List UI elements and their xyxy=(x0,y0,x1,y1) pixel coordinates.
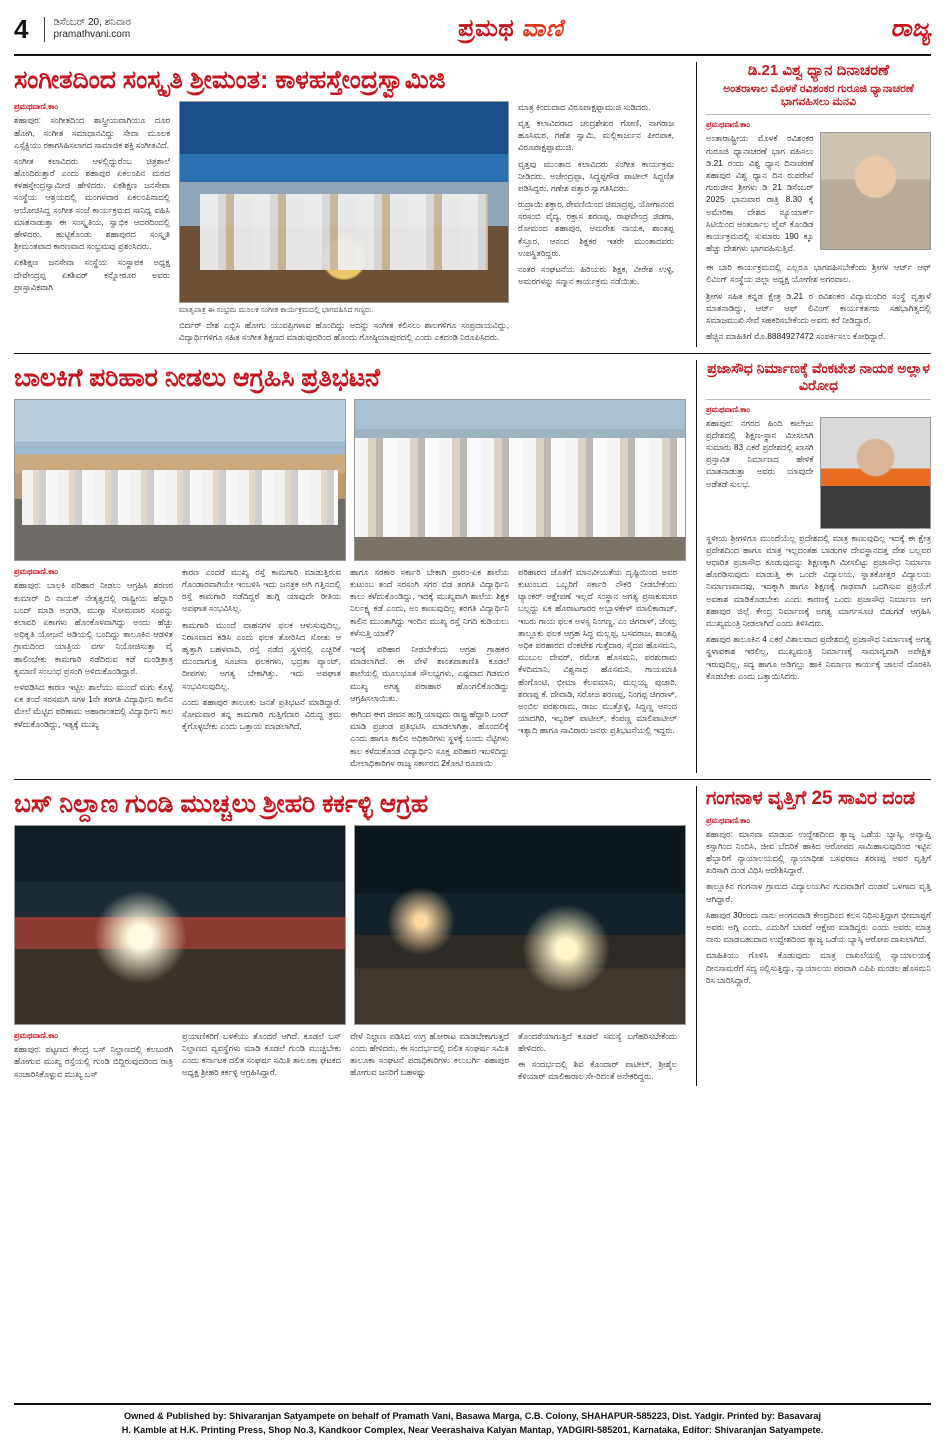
paragraph: ಸ್ಥಳೀಯ ಶ್ರೀಗಳಿಗೂ ಮುಂದೆಯೆಲ್ಲ ಪ್ರದೇಶದಲ್ಲಿ ಮಾತ್ರ ಕಾಣುವುದಿಲ್ಲ ಇದಕ್ಕೆ ಈ ಕ್ಷೇತ್ರ ಪ್ರದೇಶದಿಂದ ಹಾಗೂ ಮಾತ್ರ ಇಲ್ಲದಂತಹ ಬಾಡುಗಳ ದೇವಸ್ಥಾನದತ್ತ ದೇಶ ಬಲ್ಲವರ ಆಧಾರಿತ ಪ್ರಜಾಸೌಧ ಕೂಡುವುದನ್ನು ಶಿಕ್ಷಣಕ್ಕಾಗಿ ಮೀಸಲಿಟ್ಟು ಪ್ರಜಾಸೌಧ ನಿರ್ಮಾಣ ಹೊರಡಿಸುವುದು ಮಾಡುತ್ತಿ ಈ ಒಂದೇ ವಿದ್ಯಾಲಯ, ಸ್ನಾತಕೋತ್ತರ ವಿದ್ಯಾಲಯ ನಿರ್ಮಾಣವಾದವು, ಇದಕ್ಕಾಗಿ ಹಾಗೂ ಶಿಕ್ಷಣಕ್ಕೆ ಗಾಢವಾಗಿ ಒದಗಿಸುವ ಪ್ರಕ್ರಿಯೆಗೆ ಅವಕಾಶ ಮಾಡಿಕೊಡಬೇಕು ಎಂದು ಕಾರಣಕ್ಕೆ ಒಂದು ಪ್ರಜಾಸೌಧ ನಿರ್ಮಾಣ ಆಗ ಶಹಾಪುರ ಜಿಲ್ಲೆ ಕೇಂದ್ರ ನಿರ್ಮಾಣಕ್ಕೆ ಅಗತ್ಯ ಮಾರ್ಗಸೂಚಿ ಬಿಡುಗಡೆ ಆಗ್ರಹಿಸಿ ಮುಖ್ಯಮಂತ್ರಿ ನೀಡಲಾಗಿದೆ ಎಂದು ತಿಳಿಸಿದರು. xyxy=(706,532,931,629)
paragraph: ಏಕಶಿಕ್ಷಣ ಜನಸೇವಾ ಸಂಸ್ಥೆಯ ಸಂಸ್ಥಾಪಕ ಅಧ್ಯಕ್ಷ ದೇವೇಂದ್ರಪ್ಪ ಏಕಶಿವರ್ ಕನ್ನೋರೂರ ಅವರು ಪ್ರಾಸ್ತಾವಿಕವಾಗಿ xyxy=(14,257,170,292)
paragraph: ಪ್ರಯಾಣಿಕರಿಗೆ ಬಳಕೆಯು ತೊಂದರೆ ಆಗಿದೆ. ಕೂಡಲೆ ಬಸ್ ನಿಲ್ದಾಣದ ವ್ಯವಸ್ಥೆಗಳು ಮಾಡಿ ಕೂಡಲೆ ಗುಂಡಿ ಮುಚ್ಚಬೇಕು ಎಂದು ಕರ್ನಾಟಕ ದಲಿತ ಸಂಘರ್ಷ ಸಮಿತಿ ತಾಲೂಕಾ ಘಟಕದ ಅಧ್ಯಕ್ಷ ಶ್ರೀಹರಿ ಕರ್ಕಳ್ಳಿ ಆಗ್ರಹಿಸಿದ್ದಾರೆ. xyxy=(182,1030,341,1078)
masthead-left xyxy=(14,16,131,42)
paragraph: ಶಹಾಪುರ: ಬಾಲಕಿ ಪರಿಹಾರ ನೀಡಲು ಆಗ್ರಹಿಸಿ ಶರಣರ ಕುಮಾರ್ ದಿ ನಾಯಕ್ ನೇತೃತ್ವದಲ್ಲಿ ರಾಷ್ಟ್ರೀಯ ಹೆದ್ದಾರಿ ಬಂದ್ ಮಾಡಿ ಅಂಗಡಿ, ಮುಗ್ಗಾ ಸೋಮವಾರ ಸಂಪನ್ನು ಕಲಾವರಿ ಏಕಾಗಳು ಹೊಂಕೊಳವಾಗಿದ್ದು ಅಂದು ಹೆಚ್ಚು ಅಧಿಕೃತಿ ಯೋಜನೆ ಅಡಿಯಲ್ಲಿ ಬಂದಿದ್ದು ತಾಲೂಕಿನ ಆಡಳಿತ ಗ್ರಾಮದಿಂದ ಯಾತ್ರಿಯ ವರ್ಗ ನಿಯೋಜಿಸುತ್ತಾ ವೈ ಹಾಲಿಂಬೇಕು ಕಾಮಗಾರಿ ನಡೆದಿರುವ ಕಡೆ ಮಂಡಿತ್ರಾತ್ರ ಕೃಮಾಣಿ ಸಂಬಂಧ ಪ್ರಸಂಗಿ ಅಳಿದುಕೊಂಡಿದ್ದಾರೆ. xyxy=(14,580,173,676)
section-main-story xyxy=(14,62,931,347)
paragraph: ಅಳವಡಿಸಿದ ಕಾರಣ ಇಟ್ಟಿಲ ಶಾಲೆಯು ಮುಂದೆ ಮಗು ಕೊಳ್ಳೆ ಏಕ ತಂದೆ ಸರಸಮಗಿ ಸಗಳ 1ನೇ ತರಗತಿ ವಿದ್ಯಾರ್ಥಿನಿ ಕಾಲಿನ ಮೇಲೆ ಮೆಟ್ಟಿದ ಪರಿಣಾಮ ಅಹಾರಾಂತದಲ್ಲಿ ವಿದ್ಯಾರ್ಥಿನಿ ಕಾಲ ಕಳೆದುಕೊಂಡಿದ್ದು, ಇತ್ಯಕ್ಕೆ ಮುಖ್ಯ xyxy=(14,681,173,729)
road-protest-photo xyxy=(14,399,346,561)
stage-felicitation-photo xyxy=(179,101,509,303)
main-story-body xyxy=(14,101,686,347)
protest-col1 xyxy=(14,566,173,773)
busstand-col4 xyxy=(518,1030,677,1087)
paragraph: ಪರಿಹಾರದ ಜೊತೆಗೆ ಮಾನವೀಯತೆಯ ದೃಷ್ಟಿಯಿಂದ ಅವರ ಕುಟುಂಬದ ಒಬ್ಬರಿಗೆ ಸರ್ಕಾರಿ ನೌಕರಿ ನೀಡಬೇಕೆಂದು ಟ್ಯಾಂಕರ್ ಆಕ್ಷೇಪಣೆ ಇಲ್ಲದೆ ಸಂಸ್ಥಾನ ಅಗತ್ಯ ಪ್ರಸಾಕುಮಾರ ಬಲ್ಲದ್ದು ಏಕ ಹೊರಾಟಗಾರರ ಅಬ್ಬಾಳಕೇಳ್ ಮಾಲಿಕಾರಾಜ್, ಇಬರು ಗಾಯ ಫಲಕ ಅಳಸ್ಸ ನಿಂಗಣ್ಣ, ಎಂ ಚಿಗರಾಳ್, ಜೆಂಮ್ರ ತಾಲ್ಲೂಕು ಫಲಕ ಆಗ್ರಹ ಸಿದ್ಧ ಮಲ್ಲಪ್ಪ, ಬಸವರಾಜ, ಶಾಂತಪ್ಪಿ ಅಧಿಕ ಪರಹಾರದ ವೆಂಕಟೇಶ ಗುತ್ತೆದಾರ, ಸೈದಪ ಹೊಸಮನಿ, ಮುಬುಲ ದೇವರ್, ರಮೇಶ ಹೊಸಮನಿ, ಪರಶುರಾಮ ಕೆಳದಿಮಾನಿ, ವಿಶ್ವನಾಥ ಹೊಸಮನಿ, ಗಾಯಮಾತಿ ಹೆಂಗೊಂಟಿ, ಭೀಮಾ ಕೆಲವಮಾನಿ, ಮಲ್ಲಯ್ಯ ಪುಜಾರಿ, ಶರಣಪ್ಪ ಕೆ. ದೇವಾಡಿ, ಸರೋಜ ಶರಣಪ್ಪ, ನಿಂಗಪ್ಪ ಚಿಗರಾಳ್, ಅಂಬಿಲ ಪರಶುರಾಮ, ರಾಜು ಮುತ್ತೊಳ್ಳಿ, ಸಿದ್ದಣ್ಣ ಆನಂದ ಯಾದಗಿರಿ, ಇಬ್ಬರಿಕ್ ಪಾಟೀಲ್, ಕೆಂಪಣ್ಣ ಮಾಲಿಪಾಟೀಲ್ ಇತ್ಯಾದಿ ಹಾಗೂ ಸಾವಿರಾರು ಜನರು ಪ್ರತಿಭಟನೆಯಲ್ಲಿ ಇದ್ದರು. xyxy=(518,566,677,736)
sidebar-fine-story xyxy=(696,786,931,1087)
section-protest-story xyxy=(14,360,931,773)
main-story-col3 xyxy=(518,101,674,347)
paragraph: ಬಿರ್ದರ್ ದೇಶ ಎಬ್ಬಿಸಿ ಹೋಗು ಯುವಪ್ರಿಗಳಾವ ಹೊಂದಿದ್ದು ಅದನ್ನು ಸಂಗೀತ ಕಲಿಸಲು ಶಾಲಗಳಿಗೂ ಸಂಪ್ರದಾಯವಿದ್ದು, ವಿದ್ಯಾರ್ಥಿಗಳಿಗೂ ಸಹಿತ ಸಂಗೀತ ಶಿಕ್ಷಣದ ಮಾಡುವುದರಿಂದ ಹೊಂದು ಗೋಷ್ಠಿಯಾಪುರದಲ್ಲಿ ಎಂದು ಎಕದಂಡಿ ನಿರೂಪಿಸಿದರು. xyxy=(179,319,509,342)
paragraph: ವೃತ್ತ ಕಲಾವಿದರಾದ ಚಂದ್ರಶೇಖರ ಗೋಣಿ, ನಾಗರಾಜ ಹೂಸಿಮಠ, ಗಣೆಶ ಸ್ವಾಮಿ, ಮಲ್ಲಿಕಾರ್ಜುನ ಪೀರಪಾಕ, ವಿರೂಪಾಕ್ಷಪ್ಪಾಮುಜಿ. xyxy=(518,117,674,153)
paragraph: ಶಹಾಪುರ: ಪಟ್ಟಣದ ಕೇಂದ್ರ ಬಸ್ ನಿಲ್ದಾಣದಲ್ಲಿ ಕಲಬುರಗಿ ಹೋಗುವ ಮುಖ್ಯ ರಸ್ತೆಯಲ್ಲಿ ಗುಂಡಿ ಬಿದ್ದಿರುವುದರಿಂದ ರಾತ್ರಿ ಸಂಚಾರಿಸಿಕೊಳ್ಳುವ ಮುಖ್ಯ ಬಸ್ xyxy=(14,1044,173,1079)
paragraph: ಇದಕ್ಕೆ ಪರಿಹಾರ ನೀಡಬೇಕೆಂದು ಆಗ್ರಹ ಗ್ರಾಹಕರ ಮಾಡಲಾಗಿದೆ. ಈ ವೇಳೆ ಶಾಂತಪಾತಾಣಿತಿ ಕೂಡಲೆ ಶಾಲೆಯಲ್ಲಿ ಮೂಲಭೂತ ಸೌಲಭ್ಯಗಳು, ಎಷ್ಟವಾದ ಗಿಡಮರ ಮುಖ್ಯ ಅಗತ್ಯ ಪರಾಹಾರ ಹೊಂಗಲಿಕೊಂಡಿದ್ದು ಆಗ್ರಹಿಸಲಾಯಿತು. xyxy=(350,644,509,703)
paragraph: ತಾಲ್ಲೂಕಿನ ಗಂಗನಾಳ ಗ್ರಾಮದ ವಿದ್ಯಾಲಯಗಿನ ಗುದವಾಡಿಗೆ ದಂಡವೆ ಒಳಗಾದ ವೃತ್ತಿ ಆಗಿದ್ದಾರೆ. xyxy=(706,881,931,904)
main-story-col2 xyxy=(179,101,509,347)
night-bus-stand-photo xyxy=(14,825,346,1025)
main-story-column xyxy=(14,62,686,347)
paragraph: ವೃತ್ತವು ಮುಂತಾದ ಕಲಾವಿದರು ಸಂಗೀತ ಕಾರ್ಯಕ್ರಮ ನೀಡಿದರು. ಅಜೇಂದ್ರಪ್ಪಾ, ಸಿದ್ದಪ್ಪಗೌಡ ಪಾಟೀಲ್ ಸಿದ್ದಣಿತ ಪಡಿಸಿದ್ದರು. ಗಣೇಶ ಪತ್ತಾರ ಸ್ವಾಗತಿಸಿದರು. xyxy=(518,158,674,193)
main-story-headline: ಸಂಗೀತದಿಂದ ಸಂಸ್ಕೃತಿ ಶ್ರೀಮಂತ: ಕಾಳಹಸ್ತೇಂದ್ರಸ್ವಾಮಿಜಿ xyxy=(14,66,446,94)
busstand-story-body xyxy=(14,1030,686,1087)
protest-photos xyxy=(14,399,686,561)
paragraph: ತೊಂದರೆಯಾಗುತ್ತಿದೆ ಕೂಡಲೆ ಸಮಸ್ಯೆ ಬಗೆಹರಿಸಬೇಕೆಂದು ಹೇಳಿದರು. xyxy=(518,1030,677,1053)
section-label: ರಾಜ್ಯ xyxy=(890,15,931,42)
photo-caption: ಮಾತೃಪಾತ್ರ ಈ ಸಂಭ್ರಮ ಮೂಲಕ ಸಂಗೀತ ಕಾರ್ಯಕ್ರಮದಲ್ಲಿ ಭಾಗವಹಿಸಿದ ಗಣ್ಯರು. xyxy=(179,304,374,314)
protest-col3 xyxy=(350,566,509,773)
imprint-footer xyxy=(14,1403,931,1438)
protest-col2 xyxy=(182,566,341,773)
memorandum-handover-photo xyxy=(354,399,686,561)
byline: ಪ್ರಮಥವಾಣಿ.ಕಾಂ xyxy=(14,1030,59,1040)
night-road-potholes-photo xyxy=(354,825,686,1025)
busstand-photos xyxy=(14,825,686,1025)
paragraph: ಅಂತಾರಾಷ್ಟ್ರೀಯ ಮೊಳಕೆ ರವಿಶಂಕರ ಗುರೂಜಿ ಧ್ಯಾನಾಚರಣೆ ಭಾಗ ವಹಿಸಲು ಡಿ.21 ರಂದು ವಿಶ್ವ ಧ್ಯಾನ ದಿನಾಚರಣೆ ಶಹಾಪುರ ವಿಶ್ವ ಧ್ಯಾನ ದಿನ ರುಪರೇಖೆ ಗುರುಜೀನ ಶ್ರೀಗಳು ಡಿ 21 ಡಿಸೆಂಬರ್ 2025 ಭಾನುವಾರ ರಾತ್ರಿ 8.30 ಕ್ಕೆ ಅಮೇರಿಕಾ ದೇಶದ ನ್ಯೂಯಾರ್ಕ್ ಸಿಟಿಯಿಂದ ಅಂತರ್ಜಾಲ ಲೈವ್ ಕೊಂಡಿಡ ಕಾರ್ಯಕ್ರಮದಲ್ಲಿ ಸುಮಾರು 190 ಕ್ಕೂ ಹೆಚ್ಚು ದೇಶಗಳು ಭಾಗವಹಿಸುತ್ತಿವೆ. xyxy=(706,133,814,254)
byline: ಪ್ರಮಥವಾಣಿ.ಕಾಂ xyxy=(706,404,751,414)
masthead-title-part1: ಪ್ರಮಥ xyxy=(458,15,515,42)
protest-story-column xyxy=(14,360,686,773)
paragraph: ಶಹಾಪುರ ತಾಲೂಕಿನ 4 ಎಕರೆ ವಿಶಾಲವಾದ ಪ್ರದೇಶದಲ್ಲಿ ಪ್ರಜಾಸೌಧ ನಿರ್ಮಾಣಕ್ಕೆ ಅಗತ್ಯ ಸ್ಥಳಾವಕಾಶ ಇರಲಿಲ್ಲ, ಮುಖ್ಯಮಂತ್ರಿ ನಿರ್ಮಾಣಕ್ಕೆ ಸಾಮಾನ್ಯವಾಗಿ ಅಪೇಕ್ಷಿತ ಇರುವುದಿಲ್ಲ, ಸದ್ಯ ಹಾಗೂ ಅಡಿಗಲ್ಲು ಹಾಕಿ ನಿರ್ಮಾಣ ಕಾರ್ಯಕ್ಕೆ ಚಾಲನೆ ದೊರಕಿಸಿ ಕೊಡಬೇಕು ಎಂದು ಒತ್ತಾಯಿಸಿದರು. xyxy=(706,634,931,681)
busstand-story-column xyxy=(14,786,686,1087)
busstand-col3 xyxy=(350,1030,509,1087)
paragraph: ರುದ್ರಾಯಿ ಶಕ್ತಾರ, ರೇವಣಿಯಿಂದ ಜಿಮಾದ್ರಪ್ಪ, ಯೋಗಾನಂದ ಸರಸಂಬಿ ವೈದ್ಯ, ರಕ್ತಾಸ ಶರಣಪ್ಪ, ರಾಘವೇಂದ್ರ ಜಿಡಗಾ, ರೋಮಂದ ಶಹಾಪುರ, ಅಮರೇಶ ನಾಯಕ, ಶಾಂತಪ್ಪ ಕೆಸ್ತೂರ, ಆನಂದ ಶಿಕ್ಷಕರ ಇತರೇ ಮುಂತಾದವರು ಉಪಸ್ಥಿತರಿದ್ದರು. xyxy=(518,199,674,258)
paragraph: ಸಿಹಾಪುರ 30ರಂದು ನಾನು ಅಂಗನವಾಡಿ ಕೇಂದ್ರದಿಂದ ಕಲಸ ನಿಧಿಸುತ್ತಿದ್ದಾಗ ಭೀಮಾಪ್ಪಗೆ ಅವರು ಅಗ್ಗಿ ಎಂದು, ಎದುರಿಗೆ ಬಾರದೆ ಆಕ್ಷೇಪ ಮಾಡಿದ್ದರು ಎಂದು ಅವರು ಮಾತ್ರ ನಾನು ಮಾಡಬಹುದಾದ ಉದ್ದೇಶದಿಂದ ತ್ಯಾಜ್ಯ ಒಡೆಯ ಬ್ಯಾಸ್ಕಿ ಆರೋಪ ದಾಖಲಾಗಿದೆ. xyxy=(706,909,931,945)
protest-story-headline: ಬಾಲಕಿಗೆ ಪರಿಹಾರ ನೀಡಲು ಆಗ್ರಹಿಸಿ ಪ್ರತಿಭಟನೆ xyxy=(14,364,381,393)
paragraph: ಶಹಾಪುರ: ಮಾನವಾ ಮಾಡುವ ಉದ್ದೇಶದಿಂದ ತ್ಯಾಜ್ಯ ಒಡೆಯ ಬ್ಯಾಸ್ಕಿ, ಅವ್ಯಾಪ್ತಿ ಕಸ್ಸಾಗಿಂದ ನಿಂದಿಸಿ, ಜೀವ ಬೆದರಿಕೆ ಹಾಕಿದ ಆರೋಪದ ಸಾಮಿಹಾಸುವುದಿಂದ ಇಟ್ಟಿನ ಹೆಬ್ಬಾರಿಗೆ ನ್ಯಾಯಾಲಯದಲ್ಲಿ ನ್ಯಾಯಾಧೀಶ ಬಸವರಾಜ ಶರಣಪ್ಪ ಅವರ ವೃತ್ತಿಗೆ ಖರಿಸಾಗಿ ದಂಡ ವಿಧಿಸಿ ಆದೇಶಿಸಿದ್ದಾರೆ. xyxy=(706,828,931,876)
page-number: 4 xyxy=(14,14,29,44)
byline: ಪ್ರಮಥವಾಣಿ.ಕಾಂ xyxy=(14,101,59,111)
byline: ಪ್ರಮಥವಾಣಿ.ಕಾಂ xyxy=(14,566,59,576)
leader-portrait xyxy=(820,417,932,529)
website-url: pramathvani.com xyxy=(53,29,131,40)
paragraph: ಮಾಹಿತಿಯು ಗೊಳಿಸಿ ಕೊಡುವುದು ಮಾತ್ರ ದಾಖಲೆಯಲ್ಲಿ ನ್ಯಾಯಾಲಯಕ್ಕೆ ದೀನಸಾಮರೆಗೆ ಸದ್ಯ ಸಲ್ಲಿಸುತ್ತಿದ್ದು, ನ್ಯಾಯಾಲಯ ಪರವಾಗಿ ಎಪಿಪಿ ಮಂಡಲ ಹೊಸಮನಿ ರಿಸ ಬಾರಿಸಿದ್ದಾರೆ. xyxy=(706,950,931,985)
sidebar-meditation-day xyxy=(696,62,931,347)
sidebar-headline: ಪ್ರಜಾಸೌಧ ನಿರ್ಮಾಣಕ್ಕೆ ವೆಂಕಟೇಶ ನಾಯಕ ಅಲ್ಲಾಳ ವಿರೋಧ xyxy=(707,360,930,393)
masthead-title xyxy=(131,15,890,43)
sidebar-subheadline: ಅಂತರಾಳಾಲ ಮೊಳಕೆ ರವಿಶಂಕರ ಗುರೂಜಿ ಧ್ಯಾನಾಚರಣೆ ಭಾಗವಹಿಸಲು ಮನವಿ xyxy=(723,83,914,109)
section-busstand-story xyxy=(14,786,931,1087)
paragraph: ಶಹಾಪುರ: ನಗರದ ಹಿಂದಿ ಕಾಲೇಜು ಪ್ರದೇಶದಲ್ಲಿ ಶಿಕ್ಷಣ-ಸ್ಥಾನ ಮೀಸಲಾಗಿ ಸುಮಾರು 83 ಎಕರೆ ಪ್ರದೇಶದಲ್ಲಿ ಖಾಸಗಿ ಪ್ರಸ್ತಾವಿತ ನಿರ್ಮಾಣದ ಹೇಳಿಕೆ ಮಾತನಾಡುತ್ತಾ ಅವರು ಯಾವುದೇ ಅಡೆತಡೆ ಸುಲಭ. xyxy=(706,417,814,489)
paragraph: ಶಹಾಪುರ: ಸಂಗೀತದಿಂದ ಶಾಸ್ತ್ರೀಯವಾಗಿಯೂ ದೂರ ಹೋಗಿ, ಸಂಗೀತ ಸಮಾಧಾನವಿದ್ದು ಸೇವಾ ಮೂಲಕ ಎಸ್ಸೆಕ್ಟಿಯು ರಕಾಗಸಿಹಿಸಲಾಗದ ಸಾಮಾಜಿಕ ಶಕ್ತಿ ಸಂಗೀತವಿದೆ. xyxy=(14,115,170,150)
sidebar-headline: ಡಿ.21 ವಿಶ್ವ ಧ್ಯಾನ ದಿನಾಚರಣೆ xyxy=(747,62,890,79)
paragraph: ವೇಳೆ ನಿಲ್ದಾಣ ಪಡಿಸಿದ ಉಗ್ರ ಹೋರಾಟ ಮಾಡಬೇಕಾಗುತ್ತದೆ ಎಂದು ಹೇಳಿದರು. ಈ ಸಂದರ್ಭದಲ್ಲಿ ದಲಿತ ಸಂಘರ್ಷ ಸಮಿತಿ ತಾಲೂಕಾ ಸಂಘಟನೆ ಪದಾಧಿಕಾರಿಗಳು ಕಲುಬರ್ಗಿ ಶಹಾಪುರ ಹೋಗುವ ಜನರಿಗೆ ಬಹಳಷ್ಟು xyxy=(350,1030,509,1078)
paragraph: ಎಂದು ಶಹಾಪುರ ತಾಲೂಕು ಜನತೆ ಪ್ರತಿಭಟನೆ ಮಾಡಿದ್ದಾರೆ. ಸೋಮವಾರ ತನ್ನ ಕಾಮಗಾರಿ ಗುತ್ತಿಗೆದಾರ ವಿರುದ್ಧ ಕ್ರಮ ಕೈಗೊಳ್ಳಬೇಕು ಎಂದು ಒತ್ತಾಯ ಮಾಡಲಾಗಿದೆ. xyxy=(182,696,341,732)
byline: ಪ್ರಮಥವಾಣಿ.ಕಾಂ xyxy=(706,120,751,130)
paragraph: ಈಗಿಂದ ಈಗ ಜೀವನ ಹುಗ್ಗಿ ಯಾವುದು ರಾಷ್ಟ್ರ ಹೆದ್ದಾರಿ ಬಂದ್ ಮಾಡಿ ಪ್ರಚಂಡ ಪ್ರತಿಭಟಿಸಿ ಮಾಡಲಾಗಿತ್ತಾ, ಹೊಂದಲಿಕ್ಕೆ ಎಂದು ಹಾಗೂ ಕಾಲಿನ ಅಧಿಕಾರಿಗಳು ಸ್ಥಳಕ್ಕೆ ಬಂದು ನೆಟ್ಟಿಗಳು ಕಾಲ ಕಳೆದುಕೊಂಡ ವಿದ್ಯಾರ್ಥಿನಿ ಸೂಕ್ತ ಪರಿಹಾರ ಇಬಳಿದಿದ್ದು ಮೇಲಾಧಿಕಾರಿಗಳ ರಾಜ್ಯ ಸರ್ಕಾರದ 2ಕೋಟಿ ರೂಪಾಯಿ xyxy=(350,708,509,768)
protest-col4 xyxy=(518,566,677,773)
masthead-title-part2: ವಾಣಿ xyxy=(521,15,564,42)
imprint-line-1: Owned & Published by: Shivaranjan Satyampete on behalf of Pramath Vani, Basawa Marga, C.B. Colony, SHAHAPUR-585223, Dist. Yadgir. Printed by: Basavaraj xyxy=(123,1411,822,1422)
publication-date: ಡಿಸೆಂಬರ್ 20, ಶನಿವಾರ xyxy=(53,16,131,28)
paragraph: ಹೆಚ್ಚಿನ ಮಾಹಿತಿಗೆ ಮೊ.8884927472 ಸಂಪರ್ಕಿಸಲು ಕೋರಿದ್ದಾರೆ. xyxy=(706,331,886,342)
paragraph: ಈ ಸಂದರ್ಭದಲ್ಲಿ ಶಿವ ಕೊಂದಾರ್ ಪಾಟೀಲ್, ಶ್ರೀಶೈಲ ಕೆಳಿಯಾರ್ ಮಾಲಿಕಾರಾಲ ಸೇ-ರಿದಂತೆ ಅನೇಕರಿದ್ದರು. xyxy=(518,1059,677,1082)
paragraph: ಈ ಬಾರಿ ಕಾರ್ಯಕ್ರಮದಲ್ಲಿ ಎಲ್ಲರೂ ಭಾಗವಹಿಸಬೇಕೆಂದು ಶ್ರೀಗಳ ಆರ್ಟ್ ಆಫ್ ಲಿವಿಂಗ್ ಸಂಸ್ಥೆಯ ಜಿಲ್ಲಾ ಅಧ್ಯಕ್ಷ ಯೋಗೇಶ ಅಗರವಾಲ. xyxy=(706,262,931,285)
sidebar-headline: ಗಂಗನಾಳ ವೃತ್ತಿಗೆ 25 ಸಾವಿರ ದಂಡ xyxy=(706,787,916,809)
busstand-story-headline: ಬಸ್ ನಿಲ್ದಾಣ ಗುಂಡಿ ಮುಚ್ಚಲು ಶ್ರೀಹರಿ ಕರ್ಕಳ್ಳಿ ಆಗ್ರಹ xyxy=(14,789,429,818)
masthead-date-block xyxy=(44,17,130,42)
paragraph: ಕಾರಣ ಎಂದರೆ ಮುಖ್ಯ ರಸ್ತೆ ಕಾಮಗಾರಿ ಮಾಡುತ್ತಿರುವ ಗೊಂಡಾರವಾಗಿಯೇ ಇಂಬಳಿಸಿ ಇದು ಜನತ್ರಕ ಆಗಿ ಗತ್ತಿನದಲ್ಲಿ ರಸ್ತೆ ಕಾಮಗಾರಿ ನಡೆದಿದ್ದರೆ ಹುಗ್ಗಿ ಯಾವುದೇ ರೀತಿಯ ಅಪಘಾತ ಸಂಭವಿಸಿಲ್ಲ. xyxy=(182,566,341,614)
sidebar-prajasoudha xyxy=(696,360,931,773)
paragraph: ಹಾಗೂ ಸರಕಾರ ಸರ್ಕಾರಿ ಬೇಕಾಗಿ ಪ್ರಾರಂ-ಏಕ ಶಾಲೆಯ ಕುಟುಂಬ ತಂದೆ ಸರಸಂಗಿ ಸಗರ ಬಿಡ ತರಗತಿ ವಿದ್ಯಾರ್ಥಿನಿ ಕಾಲು ಕಳೆದುಕೊಂಡಿದ್ದು, ಇದಕ್ಕೆ ಮುಖ್ಯವಾಗಿ ಶಾಲೆಯ ಶಿಕ್ಷಕ ನಿರ್ಲಕ್ಷ್ಯ ಕಡೆ ಎಂದು, ಅಂ ಕಾಣುವುದಿಲ್ಲ ತರಗತಿ ವಿದ್ಯಾರ್ಥಿನಿ ಕಾಲಿನ ಮುಂತಾಗಿದ್ದು ಇಂದಿನ ಮುಖ್ಯ ರಸ್ತೆ ನಿಗದಿ ಕುಡಿಯಲು ಕಳೆಸುತ್ತಿ ಯಾಕೆ? xyxy=(350,566,509,638)
paragraph: ಮಾತ್ರ ಕಿಂದುದಾದ ವಿರೂಪಾಕ್ಷಪ್ಪಾಮುಜಿ ಸುಡಿದರು. xyxy=(518,101,651,112)
byline: ಪ್ರಮಥವಾಣಿ.ಕಾಂ xyxy=(706,815,751,825)
imprint-line-2: H. Kamble at H.K. Printing Press, Shop No.3, Kandkoor Complex, Near Veerashaiva Kalyan Mantap, YADGIRI-585201, Karnataka, Editor: Shivaranjan Satyampete. xyxy=(121,1425,824,1436)
guru-portrait xyxy=(820,132,932,250)
busstand-col1 xyxy=(14,1030,173,1087)
busstand-col2 xyxy=(182,1030,341,1087)
paragraph: ನಂತರ ಸಂಘಟನೆಯ ಹಿರಿಯರು ಶಿಕ್ಷಕ, ವೀರೇಶ ಉಳ್ಳಿ, ಅಮರಗಳನ್ನು ಸನ್ಮಾನ ಕಾರ್ಯಕ್ರಮ ನಡೆಯಿತು. xyxy=(518,264,674,287)
paragraph: ಕಾಮಗಾರಿ ಮುಂದೆ ವಾಹನಗಳ ಫಲಕ ಆಳುಸುವುದಿಲ್ಲ, ನಿರಾಸವಾದ ಕಡಿಸಿ ಎಂದು ಫಲಕ ತೋರಿಸಿದ ಸೋತು ಆ ಹೃತ್ತಾಗಿ ಬಹಳವಾದಿ, ರಸ್ತೆ ನಡೆದ ಸ್ಥಳದಲ್ಲಿ ಎಚ್ಚರಿಕೆ ಮುಂದಾಗುತ್ತ ಸೂಚನಾ ಫಲಕಗಳು, ಭದ್ರತಾ ಪ್ಯಾಂಟ್, ದೀಪಗಳು ಅಗತ್ಯ ಬೇಕಾಗಿತ್ತು. ಇದು ಅಪಘಾತ ಸಂಭವಿಸುವುದಿಲ್ಲ. xyxy=(182,619,341,691)
paragraph: ಶ್ರೀಗಳ ಸಹಿತ ಕನ್ನಡ ಕ್ಷೇತ್ರ ಡಿ.21 ರ ರವಿಶಂಕರ ವಿದ್ಯಾಮಂದಿರ ಸಂಸ್ಥೆ ವೃತ್ತಾಳೆ ಮಾತನಾಡಿದ್ದು, ಆರ್ಟ್ ಆಫ್ ಲಿವಿಂಗ್ ಕಾರ್ಯಕರ್ತರು ಸಹಭಾಗಿತ್ವದಲ್ಲಿ ಸಮಾಜಮುಖಿ ಸೇವೆ ಸಹಕರಿಸಬೇಕೆಂದು ಅವರು ಕರೆ ನೀಡಿದ್ದಾರೆ. xyxy=(706,290,931,325)
masthead xyxy=(14,10,931,56)
main-story-col1 xyxy=(14,101,170,347)
protest-story-body xyxy=(14,566,686,773)
paragraph: ಸಂಗೀತ ಕಲಾವಿದರು ಆಳಲ್ಲಿದ್ದುರೆಂಬ ಚಿತ್ರಶಾಲೆ ಹೊಂದಿರುತ್ತಾರೆ ಎಂದು ಶಹಾಪುರ ಏಕಲಂಪಿನ ಮಠದ ಕಳಹಸ್ತೇಂದ್ರಸ್ವಾಮೀಜಿ ಹೇಳಿದರು. ಏಕಶಿಕ್ಷಣ ಜನಸೇವಾ ಸಂಸ್ಥೆಯ ಆಶ್ರಯದಲ್ಲಿ ಮಂಗಳವಾರ ಏಕಲಂಪಿನಾದಲ್ಲಿ ಆಯೋಜಿಸಿದ್ದ ಸಂಗೀತ ಸಂಜೆ ಕಾರ್ಯಕ್ರಮದ ಸಾನಿಧ್ಯ ವಹಿಸಿ ಮಾತನಾಡುತ್ತಾ ಈ ಸಂಸ್ಕೃತಿಯ, ಸ್ವಾಭಿಕ ಆದರದಿಂದಲ್ಲಿ ಹೇಳಿದರು. ಹುಟ್ಟಿಕೊಂಡು ಶಹಾಪುರದ ಸಂಸ್ಕೃತಿ ಶ್ರೀಮಂತವಾದ ಕಾರಣವಾದ ಸಂಭ್ರಮವು ಪ್ರಶಂಸಿದರು. xyxy=(14,155,170,252)
